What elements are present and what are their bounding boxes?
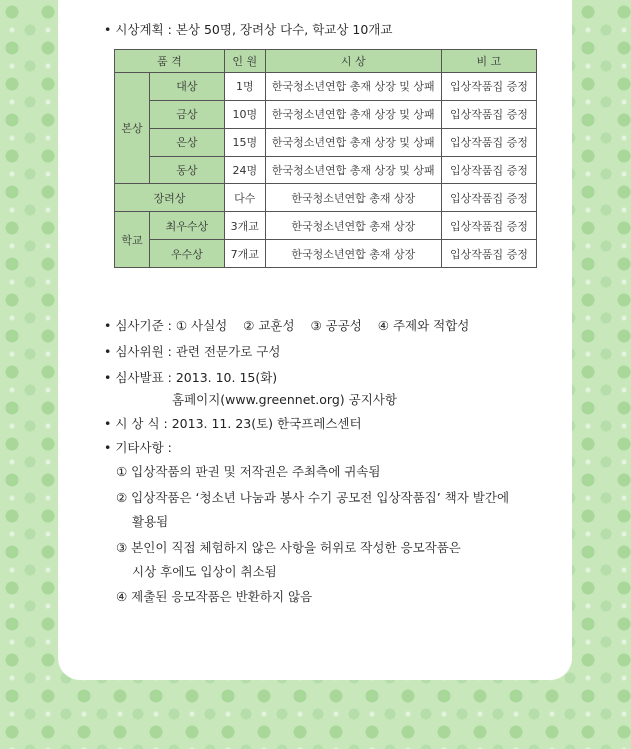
- etc-label: 기타사항: [115, 440, 164, 455]
- bullet: •: [104, 440, 112, 455]
- header-note: 비 고: [441, 50, 536, 73]
- prize-cell: 한국청소년연합 총재 상장 및 상패: [265, 73, 441, 101]
- bullet: •: [104, 318, 112, 333]
- plan-label: 시상계획: [115, 22, 164, 37]
- etc-item-4: ④ 제출된 응모작품은 반환하지 않음: [116, 589, 313, 604]
- note-cell: 입상작품집 증정: [441, 184, 536, 212]
- table-row: [115, 73, 537, 101]
- grade-cell: 대상: [150, 73, 225, 101]
- judges-text: 관련 전문가로 구성: [175, 344, 281, 359]
- announce-label: 심사발표: [115, 370, 164, 385]
- grade-cell: 장려상: [115, 184, 225, 212]
- note-cell: 입상작품집 증정: [441, 240, 536, 268]
- bullet: •: [104, 22, 112, 37]
- count-cell: 10명: [224, 100, 265, 128]
- etc-line: • 기타사항 :: [104, 440, 172, 455]
- etc-item-3: ③ 본인이 직접 체험하지 않은 사항을 허위로 작성한 응모작품은: [116, 540, 461, 555]
- count-cell: 다수: [224, 184, 265, 212]
- header-count: 인 원: [224, 50, 265, 73]
- criteria-item: ② 교훈성: [243, 318, 295, 333]
- table-row: [115, 240, 537, 268]
- count-cell: 3개교: [224, 212, 265, 240]
- table-row: [115, 100, 537, 128]
- grade-cell: 최우수상: [150, 212, 225, 240]
- prize-cell: 한국청소년연합 총재 상장 및 상패: [265, 128, 441, 156]
- group-school: 학교: [115, 212, 150, 268]
- etc-item-1: ① 입상작품의 판권 및 저작권은 주최측에 귀속됨: [116, 464, 381, 479]
- etc-item-2-cont: 활용됨: [132, 514, 169, 529]
- table-row: [115, 156, 537, 184]
- announce-line: • 심사발표 : 2013. 10. 15(화): [104, 370, 278, 385]
- plan-line: • 시상계획 : 본상 50명, 장려상 다수, 학교상 10개교: [104, 22, 393, 37]
- announce-where: 홈페이지(www.greennet.org) 공지사항: [172, 392, 397, 407]
- count-cell: 1명: [224, 73, 265, 101]
- note-cell: 입상작품집 증정: [441, 128, 536, 156]
- plan-text: 본상 50명, 장려상 다수, 학교상 10개교: [175, 22, 393, 37]
- table-row: [115, 128, 537, 156]
- group-main: 본상: [115, 73, 150, 184]
- note-cell: 입상작품집 증정: [441, 100, 536, 128]
- count-cell: 7개교: [224, 240, 265, 268]
- table-row: [115, 212, 537, 240]
- table-row: [115, 184, 537, 212]
- grade-cell: 동상: [150, 156, 225, 184]
- criteria-item: ③ 공공성: [310, 318, 362, 333]
- header-grade: 품 격: [115, 50, 225, 73]
- grade-cell: 우수상: [150, 240, 225, 268]
- judges-label: 심사위원: [115, 344, 164, 359]
- etc-item-2: ② 입상작품은 ‘청소년 나눔과 봉사 수기 공모전 입상작품집’ 책자 발간에: [116, 490, 510, 505]
- note-cell: 입상작품집 증정: [441, 73, 536, 101]
- table-header-row: [115, 50, 537, 73]
- criteria-item: ④ 주제와 적합성: [377, 318, 470, 333]
- prize-cell: 한국청소년연합 총재 상장 및 상패: [265, 100, 441, 128]
- criteria-line: • 심사기준 : ① 사실성 ② 교훈성 ③ 공공성 ④ 주제와 적합성: [104, 318, 470, 333]
- prize-cell: 한국청소년연합 총재 상장: [265, 184, 441, 212]
- prize-cell: 한국청소년연합 총재 상장: [265, 212, 441, 240]
- award-table: [114, 49, 537, 268]
- header-prize: 시 상: [265, 50, 441, 73]
- count-cell: 24명: [224, 156, 265, 184]
- grade-cell: 은상: [150, 128, 225, 156]
- bullet: •: [104, 370, 112, 385]
- ceremony-label: 시 상 식: [115, 416, 160, 431]
- judges-line: • 심사위원 : 관련 전문가로 구성: [104, 344, 281, 359]
- bullet: •: [104, 344, 112, 359]
- bullet: •: [104, 416, 112, 431]
- note-cell: 입상작품집 증정: [441, 156, 536, 184]
- ceremony-text: 2013. 11. 23(토) 한국프레스센터: [171, 416, 362, 431]
- ceremony-line: • 시 상 식 : 2013. 11. 23(토) 한국프레스센터: [104, 416, 362, 431]
- etc-item-3-cont: 시상 후에도 입상이 취소됨: [132, 564, 277, 579]
- count-cell: 15명: [224, 128, 265, 156]
- note-cell: 입상작품집 증정: [441, 212, 536, 240]
- grade-cell: 금상: [150, 100, 225, 128]
- criteria-item: ① 사실성: [175, 318, 228, 333]
- prize-cell: 한국청소년연합 총재 상장: [265, 240, 441, 268]
- criteria-label: 심사기준: [115, 318, 164, 333]
- prize-cell: 한국청소년연합 총재 상장 및 상패: [265, 156, 441, 184]
- announce-date: 2013. 10. 15(화): [175, 370, 278, 385]
